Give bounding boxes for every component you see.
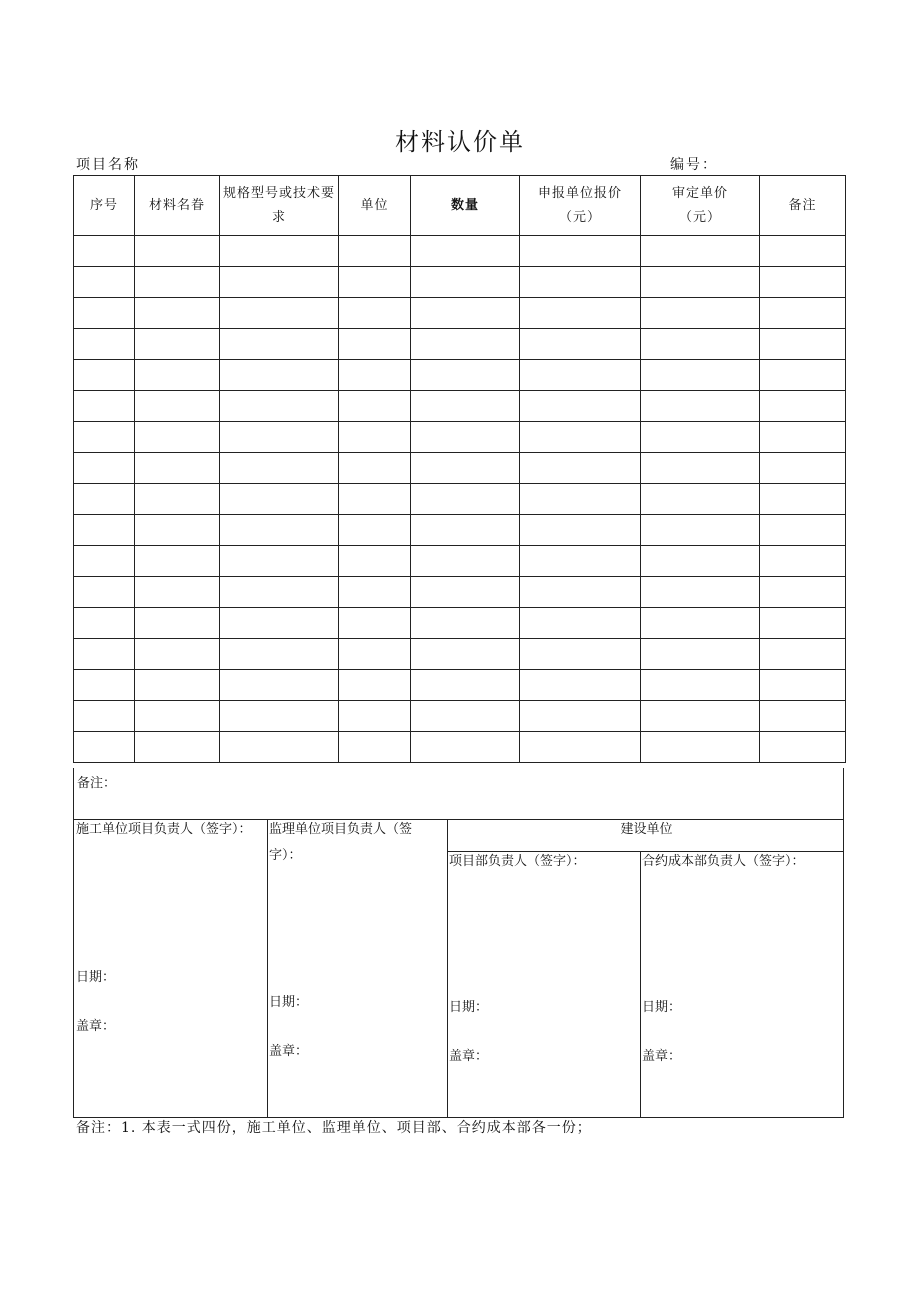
- table-cell[interactable]: [220, 639, 339, 670]
- column-header: 备注: [760, 176, 846, 236]
- table-cell[interactable]: [520, 484, 641, 515]
- table-cell[interactable]: [760, 515, 846, 546]
- table-cell[interactable]: [135, 484, 220, 515]
- table-cell[interactable]: [411, 267, 520, 298]
- table-row: [74, 391, 846, 422]
- table-cell[interactable]: [339, 391, 411, 422]
- table-cell[interactable]: [220, 546, 339, 577]
- table-cell[interactable]: [220, 236, 339, 267]
- table-cell[interactable]: [641, 546, 760, 577]
- table-cell[interactable]: [74, 298, 135, 329]
- signature-section: [73, 820, 844, 1118]
- table-cell[interactable]: [74, 608, 135, 639]
- table-cell[interactable]: [641, 267, 760, 298]
- table-cell[interactable]: [411, 329, 520, 360]
- table-cell[interactable]: [760, 484, 846, 515]
- table-cell[interactable]: [641, 577, 760, 608]
- table-cell[interactable]: [220, 267, 339, 298]
- table-row: [74, 484, 846, 515]
- table-cell[interactable]: [220, 329, 339, 360]
- table-cell[interactable]: [520, 608, 641, 639]
- table-row: [74, 546, 846, 577]
- table-cell[interactable]: [135, 453, 220, 484]
- serial-number-label: 编号：: [670, 157, 718, 173]
- table-cell[interactable]: [760, 546, 846, 577]
- table-cell[interactable]: [220, 577, 339, 608]
- table-cell[interactable]: [641, 732, 760, 763]
- table-cell[interactable]: [411, 670, 520, 701]
- contract-cost-dept-seal-label: 盖章：: [642, 1049, 682, 1064]
- table-row: [74, 267, 846, 298]
- table-cell[interactable]: [641, 453, 760, 484]
- table-cell[interactable]: [520, 732, 641, 763]
- table-cell[interactable]: [220, 391, 339, 422]
- remarks-box: [73, 768, 844, 820]
- table-row: [74, 639, 846, 670]
- supervision-seal-label: 盖章：: [269, 1044, 309, 1059]
- column-header: 申报单位报价 （元）: [520, 176, 641, 236]
- table-cell[interactable]: [411, 546, 520, 577]
- table-cell[interactable]: [339, 298, 411, 329]
- table-cell[interactable]: [520, 577, 641, 608]
- table-row: [74, 515, 846, 546]
- table-cell[interactable]: [74, 236, 135, 267]
- table-cell[interactable]: [520, 298, 641, 329]
- table-cell[interactable]: [135, 608, 220, 639]
- table-cell[interactable]: [520, 360, 641, 391]
- table-cell[interactable]: [339, 484, 411, 515]
- table-cell[interactable]: [74, 546, 135, 577]
- footnote: 备注：1. 本表一式四份，施工单位、监理单位、项目部、合约成本部各一份；: [76, 1120, 592, 1136]
- table-cell[interactable]: [74, 484, 135, 515]
- table-cell[interactable]: [760, 670, 846, 701]
- table-cell[interactable]: [641, 236, 760, 267]
- supervision-date-label: 日期：: [269, 995, 309, 1010]
- table-cell[interactable]: [339, 546, 411, 577]
- table-cell[interactable]: [411, 298, 520, 329]
- table-cell[interactable]: [74, 670, 135, 701]
- table-cell[interactable]: [74, 267, 135, 298]
- table-cell[interactable]: [520, 453, 641, 484]
- table-cell[interactable]: [339, 670, 411, 701]
- table-cell[interactable]: [520, 329, 641, 360]
- column-header: 序号: [74, 176, 135, 236]
- table-cell[interactable]: [74, 422, 135, 453]
- table-cell[interactable]: [760, 732, 846, 763]
- table-cell[interactable]: [220, 515, 339, 546]
- table-cell[interactable]: [135, 236, 220, 267]
- table-row: [74, 360, 846, 391]
- table-cell[interactable]: [411, 577, 520, 608]
- table-cell[interactable]: [641, 329, 760, 360]
- table-cell[interactable]: [641, 701, 760, 732]
- table-cell[interactable]: [339, 453, 411, 484]
- table-cell[interactable]: [74, 639, 135, 670]
- table-cell[interactable]: [135, 391, 220, 422]
- divider: [267, 820, 268, 1117]
- table-cell[interactable]: [760, 639, 846, 670]
- table-cell[interactable]: [641, 639, 760, 670]
- table-cell[interactable]: [520, 701, 641, 732]
- table-cell[interactable]: [641, 391, 760, 422]
- table-cell[interactable]: [411, 391, 520, 422]
- table-cell[interactable]: [220, 453, 339, 484]
- table-row: [74, 422, 846, 453]
- table-cell[interactable]: [220, 608, 339, 639]
- table-cell[interactable]: [641, 422, 760, 453]
- remarks-label: 备注：: [77, 776, 117, 791]
- table-cell[interactable]: [520, 236, 641, 267]
- table-cell[interactable]: [220, 701, 339, 732]
- table-cell[interactable]: [641, 360, 760, 391]
- table-cell[interactable]: [641, 515, 760, 546]
- table-cell[interactable]: [760, 577, 846, 608]
- table-cell[interactable]: [760, 360, 846, 391]
- table-cell[interactable]: [760, 329, 846, 360]
- project-name-label: 项目名称: [76, 157, 140, 173]
- table-cell[interactable]: [339, 515, 411, 546]
- table-cell[interactable]: [220, 484, 339, 515]
- table-header-row: [74, 176, 846, 236]
- table-cell[interactable]: [641, 670, 760, 701]
- table-cell[interactable]: [760, 608, 846, 639]
- table-row: [74, 608, 846, 639]
- table-cell[interactable]: [520, 670, 641, 701]
- table-cell[interactable]: [74, 453, 135, 484]
- table-cell[interactable]: [74, 360, 135, 391]
- table-cell[interactable]: [135, 701, 220, 732]
- material-price-table: [73, 175, 846, 763]
- supervision-unit-signature-label: 监理单位项目负责人（签: [269, 822, 413, 837]
- table-cell[interactable]: [74, 701, 135, 732]
- column-header: 材料名眷: [135, 176, 220, 236]
- table-cell[interactable]: [220, 422, 339, 453]
- table-cell[interactable]: [339, 732, 411, 763]
- table-row: [74, 577, 846, 608]
- project-dept-seal-label: 盖章：: [449, 1049, 489, 1064]
- table-cell[interactable]: [520, 267, 641, 298]
- table-cell[interactable]: [74, 515, 135, 546]
- table-cell[interactable]: [135, 546, 220, 577]
- table-cell[interactable]: [135, 422, 220, 453]
- table-cell[interactable]: [339, 236, 411, 267]
- table-cell[interactable]: [220, 732, 339, 763]
- table-cell[interactable]: [74, 391, 135, 422]
- table-cell[interactable]: [760, 391, 846, 422]
- table-cell[interactable]: [411, 701, 520, 732]
- table-cell[interactable]: [135, 732, 220, 763]
- table-cell[interactable]: [520, 515, 641, 546]
- table-cell[interactable]: [135, 577, 220, 608]
- contract-cost-dept-signature-label: 合约成本部负责人（签字）：: [642, 854, 805, 869]
- table-cell[interactable]: [760, 701, 846, 732]
- table-cell[interactable]: [760, 236, 846, 267]
- table-cell[interactable]: [220, 670, 339, 701]
- divider: [447, 820, 448, 1117]
- table-cell[interactable]: [411, 236, 520, 267]
- table-cell[interactable]: [760, 267, 846, 298]
- table-cell[interactable]: [520, 546, 641, 577]
- table-cell[interactable]: [760, 453, 846, 484]
- table-cell[interactable]: [135, 298, 220, 329]
- table-row: [74, 670, 846, 701]
- divider: [640, 851, 641, 1117]
- document-title: 材料认价单: [395, 128, 525, 156]
- table-cell[interactable]: [411, 732, 520, 763]
- table-cell[interactable]: [220, 298, 339, 329]
- table-row: [74, 453, 846, 484]
- table-cell[interactable]: [339, 329, 411, 360]
- column-header: 单位: [339, 176, 411, 236]
- table-row: [74, 701, 846, 732]
- table-cell[interactable]: [339, 608, 411, 639]
- table-cell[interactable]: [135, 329, 220, 360]
- column-header: 规格型号或技术要 求: [220, 176, 339, 236]
- table-row: [74, 732, 846, 763]
- table-row: [74, 298, 846, 329]
- table-cell[interactable]: [339, 267, 411, 298]
- contract-cost-dept-date-label: 日期：: [642, 1000, 682, 1015]
- table-cell[interactable]: [411, 515, 520, 546]
- table-cell[interactable]: [520, 391, 641, 422]
- table-cell[interactable]: [135, 360, 220, 391]
- column-header: 数量: [411, 176, 520, 236]
- table-cell[interactable]: [641, 484, 760, 515]
- table-cell[interactable]: [74, 577, 135, 608]
- table-cell[interactable]: [339, 360, 411, 391]
- table-row: [74, 329, 846, 360]
- table-cell[interactable]: [411, 360, 520, 391]
- table-cell[interactable]: [760, 298, 846, 329]
- table-cell[interactable]: [135, 639, 220, 670]
- owner-unit-label: 建设单位: [620, 822, 673, 837]
- table-cell[interactable]: [520, 639, 641, 670]
- table-cell[interactable]: [411, 422, 520, 453]
- column-header: 审定单价 （元）: [641, 176, 760, 236]
- table-cell[interactable]: [74, 329, 135, 360]
- construction-unit-signature-label: 施工单位项目负责人（签字）：: [76, 822, 252, 837]
- table-cell[interactable]: [760, 422, 846, 453]
- table-cell[interactable]: [520, 422, 641, 453]
- table-cell[interactable]: [411, 484, 520, 515]
- table-cell[interactable]: [411, 639, 520, 670]
- table-cell[interactable]: [135, 670, 220, 701]
- table-cell[interactable]: [74, 732, 135, 763]
- table-cell[interactable]: [135, 515, 220, 546]
- project-dept-date-label: 日期：: [449, 1000, 489, 1015]
- table-cell[interactable]: [339, 577, 411, 608]
- table-cell[interactable]: [411, 608, 520, 639]
- table-cell[interactable]: [339, 701, 411, 732]
- table-cell[interactable]: [411, 453, 520, 484]
- table-cell[interactable]: [135, 267, 220, 298]
- table-cell[interactable]: [339, 422, 411, 453]
- supervision-unit-signature-label-cont: 字）：: [269, 848, 302, 863]
- construction-date-label: 日期：: [76, 970, 116, 985]
- table-cell[interactable]: [641, 608, 760, 639]
- table-cell[interactable]: [220, 360, 339, 391]
- construction-seal-label: 盖章：: [76, 1019, 116, 1034]
- table-cell[interactable]: [641, 298, 760, 329]
- project-dept-signature-label: 项目部负责人（签字）：: [449, 854, 586, 869]
- table-cell[interactable]: [339, 639, 411, 670]
- table-row: [74, 236, 846, 267]
